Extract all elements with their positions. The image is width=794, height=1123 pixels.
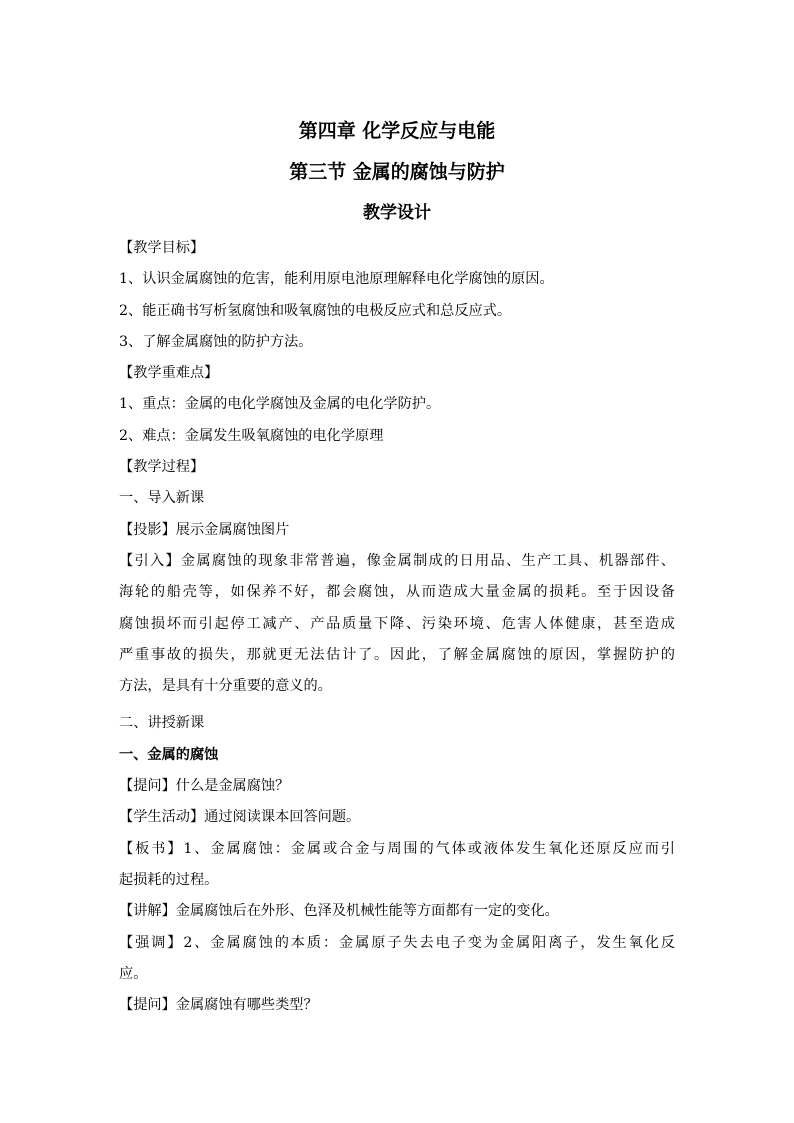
board-line: 【板书】1、金属腐蚀：金属或合金与周围的气体或液体发生氧化还原反应而引 — [119, 840, 675, 857]
intro-line: 海轮的船壳等，如保养不好，都会腐蚀，从而造成大量金属的损耗。至于因设备 — [119, 584, 675, 601]
explain-note: 【讲解】金属腐蚀后在外形、色泽及机械性能等方面都有一定的变化。 — [119, 903, 559, 920]
board-line: 起损耗的过程。 — [119, 871, 219, 888]
chapter-title: 第四章 化学反应与电能 — [298, 120, 496, 142]
key-point-item: 1、重点：金属的电化学腐蚀及金属的电化学防护。 — [119, 396, 441, 413]
intro-line: 【引入】金属腐蚀的现象非常普遍，像金属制成的日用品、生产工具、机器部件、 — [119, 552, 675, 569]
emphasis-line: 应。 — [119, 965, 148, 982]
process-heading: 【教学过程】 — [119, 459, 205, 476]
part1-title: 一、导入新课 — [119, 490, 205, 507]
intro-line: 严重事故的损失，那就更无法估计了。因此，了解金属腐蚀的原因，掌握防护的 — [119, 646, 675, 663]
objective-item: 2、能正确书写析氢腐蚀和吸氧腐蚀的电极反应式和总反应式。 — [119, 302, 512, 319]
objective-item: 1、认识金属腐蚀的危害，能利用原电池原理解释电化学腐蚀的原因。 — [119, 271, 554, 288]
question-note: 【提问】什么是金属腐蚀？ — [119, 778, 290, 795]
activity-note: 【学生活动】通过阅读课本回答问题。 — [119, 809, 361, 826]
subsection-title: 一、金属的腐蚀 — [119, 746, 219, 763]
intro-line: 腐蚀损坏而引起停工减产、产品质量下降、污染环境、危害人体健康，甚至造成 — [119, 615, 675, 632]
part2-title: 二、讲授新课 — [119, 715, 205, 732]
key-points-heading: 【教学重难点】 — [119, 365, 219, 382]
question-note: 【提问】金属腐蚀有哪些类型？ — [119, 997, 318, 1014]
emphasis-line: 【强调】2、金属腐蚀的本质：金属原子失去电子变为金属阳离子，发生氧化反 — [119, 934, 675, 951]
key-point-item: 2、难点：金属发生吸氧腐蚀的电化学原理 — [119, 427, 384, 444]
projection-note: 【投影】展示金属腐蚀图片 — [119, 521, 290, 538]
objectives-heading: 【教学目标】 — [119, 240, 205, 256]
document-title: 教学设计 — [363, 203, 431, 223]
intro-line: 方法，是具有十分重要的意义的。 — [119, 678, 332, 695]
section-title: 第三节 金属的腐蚀与防护 — [289, 161, 505, 183]
document-body — [119, 233, 675, 1021]
objective-item: 3、了解金属腐蚀的防护方法。 — [119, 333, 313, 350]
